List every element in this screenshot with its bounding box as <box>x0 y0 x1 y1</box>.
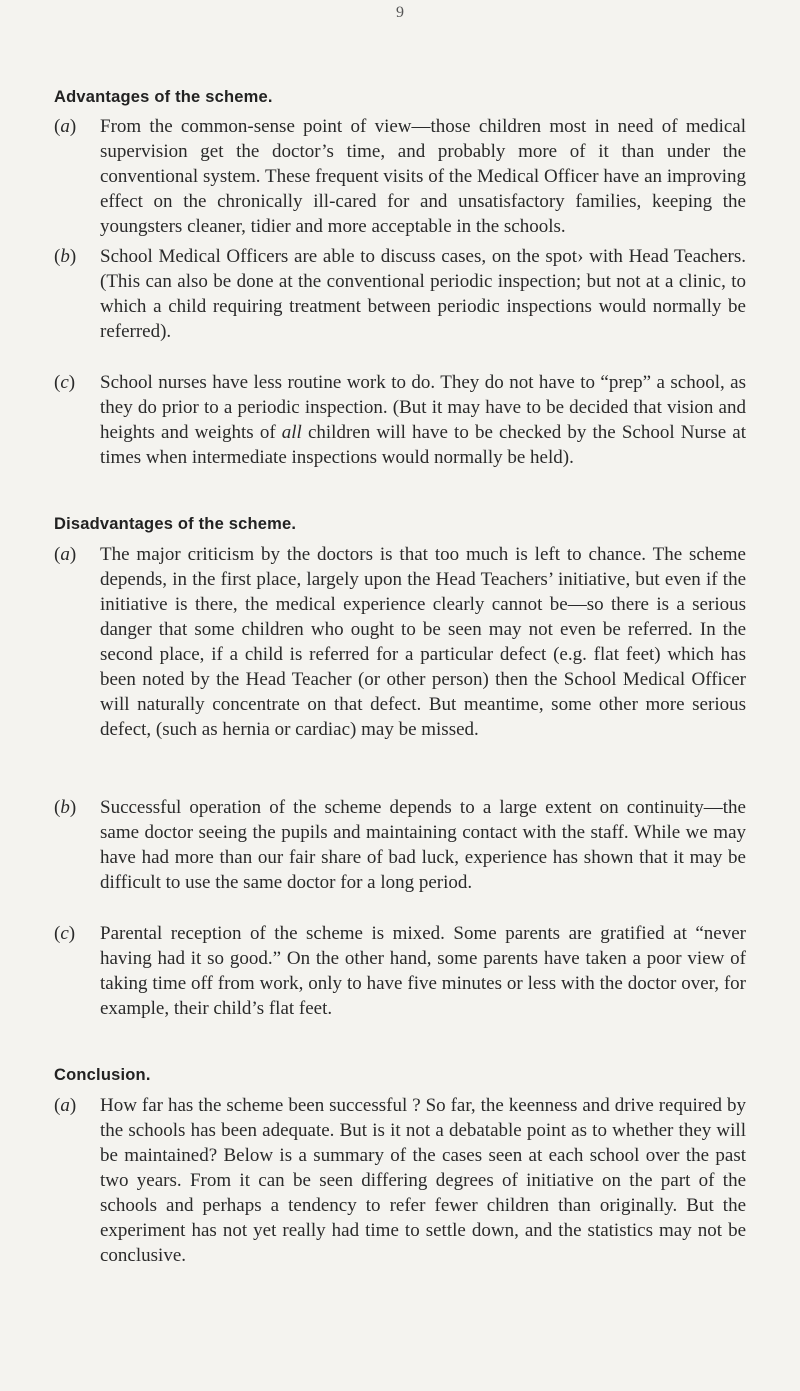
disadvantage-item-c <box>54 921 754 1021</box>
item-label: (b) <box>54 246 77 267</box>
conclusion-item-a <box>54 1093 754 1268</box>
item-text: The major criticism by the doctors is that too much is left to chance. The scheme depends, in the first place, largely upon the Head Teachers’ initiative, but even if the initiative is there, the medical experience clearly cannot be—so there is a serious danger that some children who ought to be seen may not even be referred. In the second place, if a child is referred for a particular defect (e.g. flat feet) which has been noted by the Head Teacher (or other person) then the School Medical Officer will naturally concentrate on that defect. But meantime, some other more serious defect, (such as hernia or cardiac) may be missed. <box>100 544 746 740</box>
item-label: (a) <box>54 1095 77 1116</box>
heading-disadvantages: Disadvantages of the scheme. <box>54 515 297 533</box>
disadvantage-item-b <box>54 795 754 895</box>
heading-conclusion: Conclusion. <box>54 1066 151 1084</box>
advantage-item-a <box>54 114 754 239</box>
advantage-item-c <box>54 370 754 470</box>
emphasis-all: all <box>281 422 302 443</box>
item-label: (a) <box>54 116 77 137</box>
disadvantage-item-a <box>54 542 754 742</box>
item-label: (a) <box>54 544 77 565</box>
item-text: Parental reception of the scheme is mixed. Some parents are gratified at “never having had it so good.” On the other hand, some parents have taken a poor view of taking time off from work, only to have five minutes or less with the doctor over, for example, their child’s flat feet. <box>100 923 746 1019</box>
item-label: (c) <box>54 372 76 393</box>
advantage-item-b <box>54 244 754 344</box>
heading-advantages: Advantages of the scheme. <box>54 88 273 106</box>
item-label: (c) <box>54 923 76 944</box>
item-label: (b) <box>54 797 77 818</box>
item-text: Successful operation of the scheme depends to a large extent on continuity—the same doctor seeing the pupils and maintaining contact with the staff. While we may have had more than our fair share of bad luck, experience has shown that it may be difficult to use the same doctor for a long period. <box>100 797 746 893</box>
page-number: 9 <box>396 4 404 21</box>
item-text: School Medical Officers are able to discuss cases, on the spot› with Head Teachers. (This can also be done at the conventional periodic inspection; but not at a clinic, to which a child requiring treatment between periodic inspections would normally be referred). <box>100 246 746 342</box>
item-text: School nurses have less routine work to do. They do not have to “prep” a school, as they do prior to a periodic inspection. (But it may have to be decided that vision and heights and weights of all children will have to be checked by the School Nurse at times when intermediate inspections would normally be held). <box>100 372 746 468</box>
item-text: How far has the scheme been successful ? So far, the keenness and drive required by the schools has been adequate. But is it not a debatable point as to whether they will be maintained? Below is a summary of the cases seen at each school over the past two years. From it can be seen differing degrees of initiative on the part of the schools and perhaps a tendency to refer fewer children than originally. But the experiment has not yet really had time to settle down, and the statistics may not be conclusive. <box>100 1095 746 1266</box>
item-text: From the common-sense point of view—those children most in need of medical supervision get the doctor’s time, and probably more of it than under the conventional system. These frequent visits of the Medical Officer have an improving effect on the chronically ill-cared for and unsatisfactory families, keeping the youngsters cleaner, tidier and more acceptable in the schools. <box>100 116 746 237</box>
